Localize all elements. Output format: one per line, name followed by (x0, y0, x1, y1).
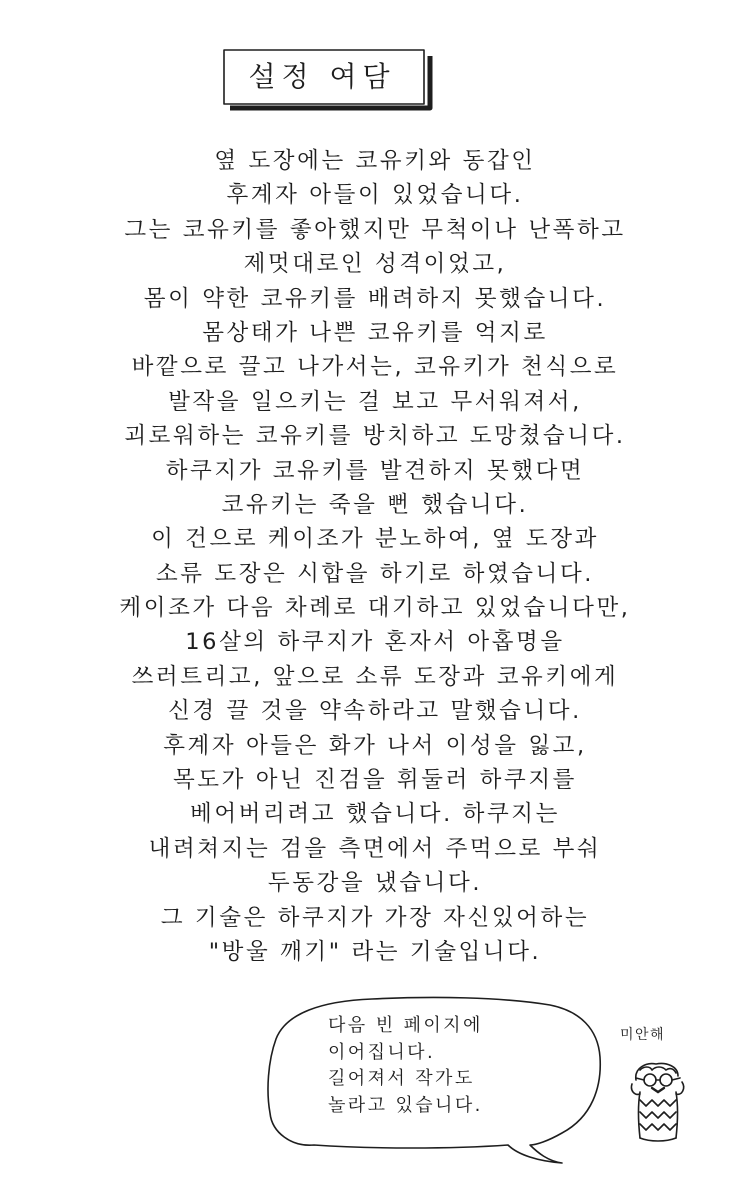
body-line-6: 몸상태가 나쁜 코유키를 억지로 (202, 319, 548, 346)
body-line-11: 코유키는 죽을 뻔 했습니다. (221, 491, 529, 518)
body-line-24: "방울 깨기" 라는 기술입니다. (208, 938, 542, 965)
sorry-label: 미안해 (620, 1027, 666, 1043)
body-line-1: 옆 도장에는 코유키와 동갑인 (214, 148, 536, 174)
body-line-2: 후계자 아들이 있었습니다. (226, 182, 524, 209)
body-line-14: 케이조가 다음 차례로 대기하고 있었습니다만, (119, 595, 631, 622)
bubble-line-1: 다음 빈 페이지에 (328, 1015, 483, 1036)
body-text (40, 144, 710, 969)
bubble-line-4: 놀라고 있습니다. (328, 1094, 483, 1116)
body-line-20: 베어버리려고 했습니다. 하쿠지는 (190, 801, 560, 828)
body-line-13: 소류 도장은 시합을 하기로 하였습니다. (155, 560, 595, 587)
body-line-3: 그는 코유키를 좋아했지만 무척이나 난폭하고 (124, 216, 626, 243)
page-title: 설정 여담 (248, 60, 396, 93)
body-line-16: 쓰러트리고, 앞으로 소류 도장과 코유키에게 (131, 663, 619, 690)
body-line-21: 내려쳐지는 검을 측면에서 주먹으로 부숴 (148, 835, 602, 862)
body-line-19: 목도가 아닌 진검을 휘둘러 하쿠지를 (172, 767, 578, 794)
body-line-18: 후계자 아들은 화가 나서 이성을 잃고, (163, 732, 587, 759)
body-line-12: 이 건으로 케이조가 분노하여, 옆 도장과 (151, 526, 599, 553)
body-line-23: 그 기술은 하쿠지가 가장 자신있어하는 (160, 904, 590, 931)
body-line-22: 두동강을 냈습니다. (267, 870, 483, 897)
body-line-7: 바깥으로 끌고 나가서는, 코유키가 천식으로 (131, 354, 619, 381)
body-line-8: 발작을 일으키는 걸 보고 무서워져서, (168, 388, 582, 415)
bubble-line-3: 길어져서 작가도 (328, 1068, 475, 1089)
body-line-17: 신경 끌 것을 약속하라고 말했습니다. (168, 698, 582, 725)
body-line-5: 몸이 약한 코유키를 배려하지 못했습니다. (143, 285, 607, 312)
speech-bubble (262, 995, 608, 1165)
body-line-4: 제멋대로인 성격이었고, (243, 251, 507, 278)
body-line-9: 괴로워하는 코유키를 방치하고 도망쳤습니다. (124, 423, 626, 450)
body-line-15: 16살의 하쿠지가 혼자서 아홉명을 (185, 629, 565, 656)
bubble-text (328, 1013, 578, 1119)
title-box (222, 48, 438, 114)
bubble-line-2: 이어집니다. (328, 1041, 436, 1063)
body-line-10: 하쿠지가 코유키를 발견하지 못했다면 (165, 457, 585, 484)
author-doodle-icon (622, 1058, 694, 1150)
